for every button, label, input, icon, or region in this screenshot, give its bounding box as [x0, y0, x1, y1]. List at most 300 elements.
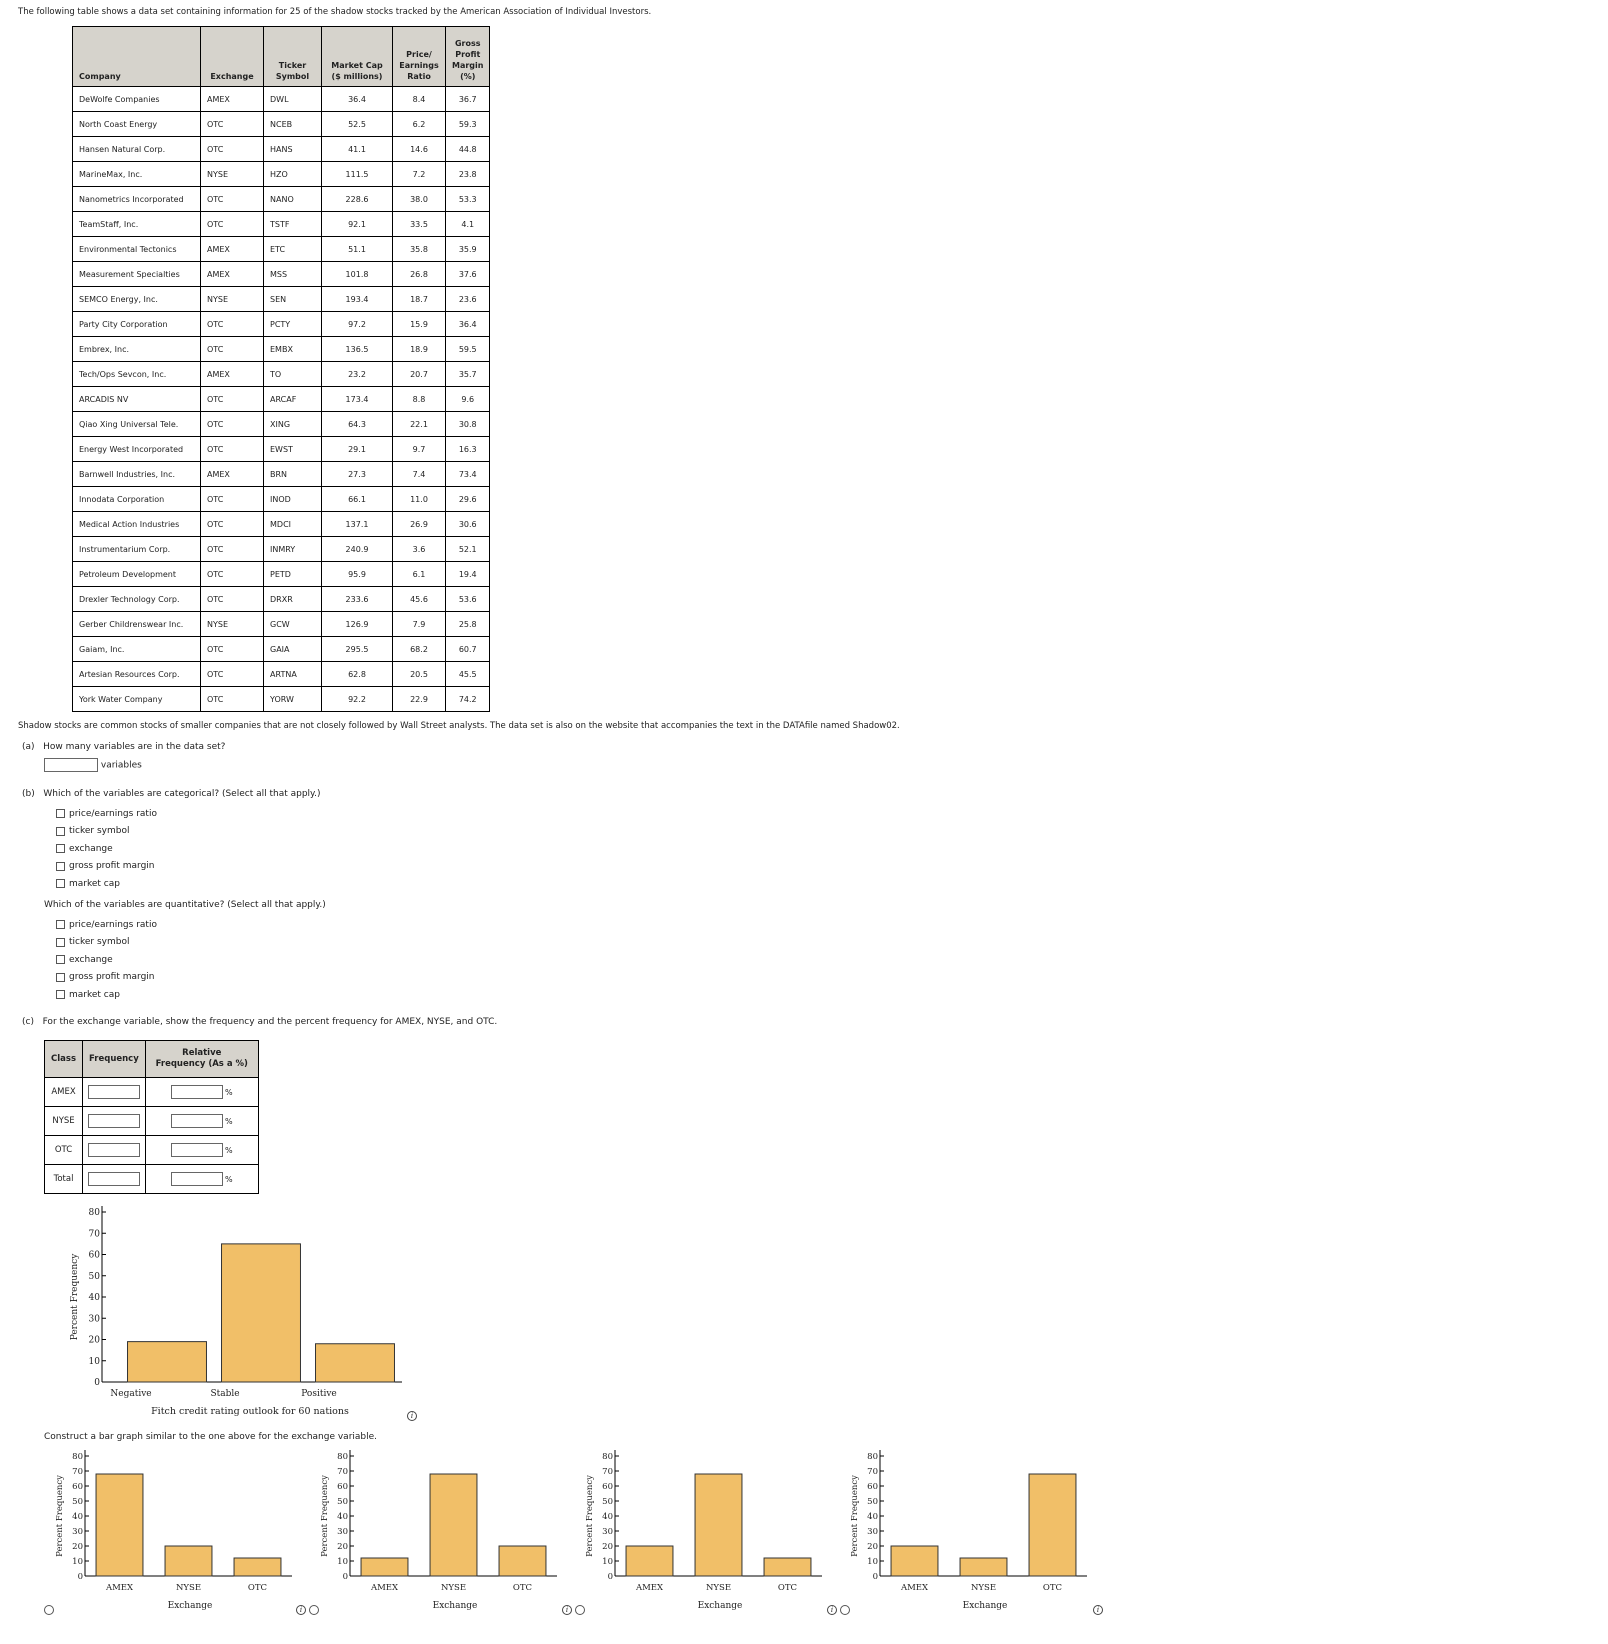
cell-company: DeWolfe Companies — [73, 87, 201, 112]
table-row — [73, 387, 490, 412]
table-row — [73, 162, 490, 187]
x-category-label: NYSE — [970, 1583, 997, 1593]
frequency-input[interactable] — [88, 1085, 140, 1099]
option-b-info-icon[interactable]: i — [562, 1605, 572, 1615]
cell-gpm: 35.7 — [446, 362, 490, 387]
y-tick-label: 60 — [602, 1481, 613, 1492]
bar — [626, 1546, 673, 1576]
x-axis-label: Fitch credit rating outlook for 60 nations — [151, 1406, 349, 1417]
table-row — [73, 637, 490, 662]
table-row — [73, 562, 490, 587]
cell-exchange: OTC — [201, 387, 264, 412]
class-label: Total — [45, 1165, 83, 1194]
cell-ticker: HANS — [264, 137, 322, 162]
y-tick-label: 10 — [867, 1556, 878, 1567]
table-row — [73, 137, 490, 162]
y-tick-label: 10 — [337, 1556, 348, 1567]
cell-company: York Water Company — [73, 687, 201, 712]
cell-gpm: 36.4 — [446, 312, 490, 337]
cell-gpm: 23.8 — [446, 162, 490, 187]
x-category-label: Negative — [110, 1389, 152, 1399]
checkbox-option[interactable] — [56, 840, 157, 858]
part-a-question: (a) How many variables are in the data set? — [22, 742, 226, 752]
checkbox-option[interactable] — [56, 986, 157, 1004]
cell-mcap: 126.9 — [322, 612, 393, 637]
x-category-label: AMEX — [900, 1583, 929, 1593]
cell-pe: 26.8 — [393, 262, 446, 287]
frequency-cell — [83, 1165, 146, 1194]
cell-exchange: OTC — [201, 637, 264, 662]
cell-gpm: 37.6 — [446, 262, 490, 287]
cell-mcap: 51.1 — [322, 237, 393, 262]
variables-count-input[interactable] — [44, 758, 98, 772]
relative-frequency-cell — [145, 1107, 258, 1136]
bar — [695, 1474, 742, 1576]
x-axis-label: Exchange — [962, 1601, 1008, 1611]
table-row — [73, 537, 490, 562]
cell-gpm: 59.5 — [446, 337, 490, 362]
frequency-input[interactable] — [88, 1172, 140, 1186]
cell-company: TeamStaff, Inc. — [73, 212, 201, 237]
x-category-label: NYSE — [705, 1583, 732, 1593]
y-tick-label: 30 — [602, 1526, 613, 1537]
cell-gpm: 9.6 — [446, 387, 490, 412]
table-row — [73, 237, 490, 262]
cell-ticker: EWST — [264, 437, 322, 462]
frequency-table — [44, 1040, 259, 1194]
y-axis-label: Percent Frequency — [850, 1475, 860, 1557]
bar — [128, 1342, 207, 1382]
cell-ticker: MDCI — [264, 512, 322, 537]
table-row — [73, 187, 490, 212]
y-tick-label: 50 — [867, 1496, 878, 1507]
y-axis-label: Percent Frequency — [585, 1475, 595, 1557]
cell-exchange: OTC — [201, 337, 264, 362]
cell-gpm: 74.2 — [446, 687, 490, 712]
cell-exchange: OTC — [201, 537, 264, 562]
cell-mcap: 240.9 — [322, 537, 393, 562]
checkbox-option[interactable] — [56, 805, 157, 823]
y-tick-label: 70 — [88, 1229, 100, 1240]
cell-company: Drexler Technology Corp. — [73, 587, 201, 612]
percent-sign: % — [224, 1145, 233, 1155]
table-row — [73, 487, 490, 512]
y-tick-label: 60 — [337, 1481, 348, 1492]
col-class: Class — [45, 1041, 83, 1078]
y-tick-label: 30 — [337, 1526, 348, 1537]
cell-pe: 7.9 — [393, 612, 446, 637]
y-axis-label: Percent Frequency — [70, 1253, 80, 1341]
x-category-label: Positive — [301, 1389, 337, 1399]
y-tick-label: 20 — [72, 1541, 83, 1552]
cell-gpm: 19.4 — [446, 562, 490, 587]
cell-mcap: 23.2 — [322, 362, 393, 387]
cell-ticker: XING — [264, 412, 322, 437]
table-row — [73, 462, 490, 487]
checkbox-option[interactable] — [56, 969, 157, 987]
y-axis-label: Percent Frequency — [320, 1475, 330, 1557]
x-category-label: OTC — [1042, 1583, 1063, 1593]
y-tick-label: 70 — [602, 1466, 613, 1477]
table-row — [73, 112, 490, 137]
bar — [222, 1244, 301, 1382]
cell-mcap: 29.1 — [322, 437, 393, 462]
cell-company: Hansen Natural Corp. — [73, 137, 201, 162]
cell-company: Energy West Incorporated — [73, 437, 201, 462]
cell-mcap: 111.5 — [322, 162, 393, 187]
x-category-label: OTC — [512, 1583, 533, 1593]
y-tick-label: 30 — [88, 1314, 100, 1325]
cell-exchange: OTC — [201, 662, 264, 687]
checkbox[interactable] — [56, 920, 65, 929]
cell-gpm: 30.6 — [446, 512, 490, 537]
table-row — [73, 87, 490, 112]
checkbox[interactable] — [56, 973, 65, 982]
option-c-info-icon[interactable]: i — [827, 1605, 837, 1615]
checkbox[interactable] — [56, 955, 65, 964]
frequency-cell — [83, 1078, 146, 1107]
class-label: NYSE — [45, 1107, 83, 1136]
relative-frequency-input[interactable] — [171, 1172, 223, 1186]
y-tick-label: 0 — [607, 1571, 613, 1582]
cell-mcap: 92.1 — [322, 212, 393, 237]
y-tick-label: 80 — [88, 1208, 100, 1219]
x-axis-label: Exchange — [697, 1601, 743, 1611]
y-tick-label: 10 — [88, 1356, 100, 1367]
relative-frequency-input[interactable] — [171, 1085, 223, 1099]
cell-company: MarineMax, Inc. — [73, 162, 201, 187]
cell-mcap: 101.8 — [322, 262, 393, 287]
cell-company: Gerber Childrenswear Inc. — [73, 612, 201, 637]
y-tick-label: 50 — [72, 1496, 83, 1507]
option-chart-c — [580, 1446, 835, 1621]
cell-company: Artesian Resources Corp. — [73, 662, 201, 687]
cell-exchange: OTC — [201, 587, 264, 612]
cell-exchange: OTC — [201, 487, 264, 512]
bar — [430, 1474, 477, 1576]
y-tick-label: 50 — [88, 1271, 100, 1282]
cell-gpm: 25.8 — [446, 612, 490, 637]
y-tick-label: 60 — [867, 1481, 878, 1492]
col-market-cap: Market Cap ($ millions) — [322, 27, 393, 87]
cell-ticker: ARCAF — [264, 387, 322, 412]
cell-pe: 14.6 — [393, 137, 446, 162]
part-a-answer — [44, 758, 142, 772]
cell-ticker: HZO — [264, 162, 322, 187]
x-category-label: AMEX — [635, 1583, 664, 1593]
cell-exchange: AMEX — [201, 237, 264, 262]
col-exchange: Exchange — [201, 27, 264, 87]
cell-company: Barnwell Industries, Inc. — [73, 462, 201, 487]
y-tick-label: 50 — [337, 1496, 348, 1507]
y-tick-label: 80 — [337, 1451, 348, 1462]
bar — [960, 1558, 1007, 1576]
reference-bar-chart — [60, 1196, 430, 1426]
cell-exchange: OTC — [201, 112, 264, 137]
checkbox-label: exchange — [69, 954, 113, 965]
cell-gpm: 4.1 — [446, 212, 490, 237]
y-tick-label: 40 — [867, 1511, 878, 1522]
bar — [96, 1474, 143, 1576]
cell-mcap: 295.5 — [322, 637, 393, 662]
y-tick-label: 10 — [72, 1556, 83, 1567]
col-pe-ratio: Price/ Earnings Ratio — [393, 27, 446, 87]
cell-gpm: 30.8 — [446, 412, 490, 437]
cell-gpm: 73.4 — [446, 462, 490, 487]
percent-sign: % — [224, 1174, 233, 1184]
option-d-radio[interactable] — [840, 1605, 850, 1615]
col-relative-frequency: Relative Frequency (As a %) — [145, 1041, 258, 1078]
cell-ticker: INOD — [264, 487, 322, 512]
cell-exchange: OTC — [201, 512, 264, 537]
cell-mcap: 228.6 — [322, 187, 393, 212]
checkbox-label: price/earnings ratio — [69, 808, 157, 819]
cell-ticker: MSS — [264, 262, 322, 287]
cell-mcap: 92.2 — [322, 687, 393, 712]
cell-exchange: OTC — [201, 412, 264, 437]
x-category-label: AMEX — [370, 1583, 399, 1593]
y-tick-label: 0 — [342, 1571, 348, 1582]
checkbox-label: ticker symbol — [69, 826, 130, 837]
x-category-label: NYSE — [175, 1583, 202, 1593]
part-b-quantitative-question: Which of the variables are quantitative? (Select all that apply.) — [44, 900, 326, 910]
cell-pe: 18.7 — [393, 287, 446, 312]
cell-company: Medical Action Industries — [73, 512, 201, 537]
cell-pe: 20.7 — [393, 362, 446, 387]
col-ticker: Ticker Symbol — [264, 27, 322, 87]
freq-row — [45, 1136, 259, 1165]
part-b-categorical-question: (b) Which of the variables are categorical? (Select all that apply.) — [22, 789, 321, 799]
categorical-options — [56, 805, 157, 893]
cell-exchange: AMEX — [201, 462, 264, 487]
checkbox-label: price/earnings ratio — [69, 919, 157, 930]
cell-exchange: OTC — [201, 187, 264, 212]
checkbox-label: market cap — [69, 878, 120, 889]
frequency-cell — [83, 1107, 146, 1136]
checkbox[interactable] — [56, 809, 65, 818]
checkbox-option[interactable] — [56, 875, 157, 893]
checkbox[interactable] — [56, 844, 65, 853]
relative-frequency-cell — [145, 1165, 258, 1194]
cell-mcap: 193.4 — [322, 287, 393, 312]
cell-pe: 6.1 — [393, 562, 446, 587]
y-tick-label: 40 — [602, 1511, 613, 1522]
quantitative-options — [56, 916, 157, 1004]
freq-row — [45, 1078, 259, 1107]
cell-pe: 26.9 — [393, 512, 446, 537]
table-row — [73, 412, 490, 437]
cell-gpm: 45.5 — [446, 662, 490, 687]
checkbox-option[interactable] — [56, 858, 157, 876]
cell-mcap: 36.4 — [322, 87, 393, 112]
table-row — [73, 212, 490, 237]
cell-ticker: TSTF — [264, 212, 322, 237]
cell-gpm: 52.1 — [446, 537, 490, 562]
cell-ticker: GAIA — [264, 637, 322, 662]
class-label: AMEX — [45, 1078, 83, 1107]
class-label: OTC — [45, 1136, 83, 1165]
cell-exchange: NYSE — [201, 287, 264, 312]
cell-gpm: 53.6 — [446, 587, 490, 612]
cell-company: Instrumentarium Corp. — [73, 537, 201, 562]
checkbox-option[interactable] — [56, 823, 157, 841]
cell-ticker: TO — [264, 362, 322, 387]
cell-exchange: OTC — [201, 437, 264, 462]
table-row — [73, 262, 490, 287]
x-category-label: OTC — [247, 1583, 268, 1593]
cell-exchange: OTC — [201, 687, 264, 712]
cell-mcap: 136.5 — [322, 337, 393, 362]
cell-pe: 8.8 — [393, 387, 446, 412]
bar — [165, 1546, 212, 1576]
cell-ticker: DWL — [264, 87, 322, 112]
cell-gpm: 29.6 — [446, 487, 490, 512]
bar — [361, 1558, 408, 1576]
freq-row — [45, 1107, 259, 1136]
checkbox[interactable] — [56, 990, 65, 999]
cell-pe: 45.6 — [393, 587, 446, 612]
y-tick-label: 70 — [867, 1466, 878, 1477]
freq-row — [45, 1165, 259, 1194]
cell-pe: 33.5 — [393, 212, 446, 237]
y-tick-label: 10 — [602, 1556, 613, 1567]
cell-ticker: PETD — [264, 562, 322, 587]
checkbox-label: gross profit margin — [69, 861, 155, 872]
cell-exchange: OTC — [201, 312, 264, 337]
cell-mcap: 52.5 — [322, 112, 393, 137]
cell-ticker: BRN — [264, 462, 322, 487]
bar — [234, 1558, 281, 1576]
y-tick-label: 70 — [337, 1466, 348, 1477]
option-c-radio[interactable] — [575, 1605, 585, 1615]
table-row — [73, 287, 490, 312]
checkbox-option[interactable] — [56, 916, 157, 934]
cell-pe: 18.9 — [393, 337, 446, 362]
cell-mcap: 66.1 — [322, 487, 393, 512]
checkbox-label: market cap — [69, 989, 120, 1000]
option-chart-a — [50, 1446, 305, 1621]
bar — [499, 1546, 546, 1576]
y-tick-label: 0 — [94, 1378, 100, 1389]
cell-gpm: 60.7 — [446, 637, 490, 662]
checkbox[interactable] — [56, 862, 65, 871]
option-chart-b — [315, 1446, 570, 1621]
cell-pe: 9.7 — [393, 437, 446, 462]
option-a-radio[interactable] — [44, 1605, 54, 1615]
y-tick-label: 80 — [602, 1451, 613, 1462]
variables-suffix: variables — [100, 760, 142, 771]
y-tick-label: 60 — [88, 1250, 100, 1261]
y-tick-label: 40 — [88, 1293, 100, 1304]
cell-company: Nanometrics Incorporated — [73, 187, 201, 212]
cell-pe: 22.1 — [393, 412, 446, 437]
cell-mcap: 27.3 — [322, 462, 393, 487]
frequency-input[interactable] — [88, 1114, 140, 1128]
cell-pe: 8.4 — [393, 87, 446, 112]
info-icon[interactable]: i — [407, 1411, 417, 1421]
checkbox[interactable] — [56, 827, 65, 836]
cell-pe: 6.2 — [393, 112, 446, 137]
option-a-info-icon[interactable]: i — [296, 1605, 306, 1615]
table-row — [73, 362, 490, 387]
y-tick-label: 40 — [337, 1511, 348, 1522]
option-d-info-icon[interactable]: i — [1093, 1605, 1103, 1615]
cell-gpm: 23.6 — [446, 287, 490, 312]
cell-company: Tech/Ops Sevcon, Inc. — [73, 362, 201, 387]
frequency-cell — [83, 1136, 146, 1165]
cell-pe: 35.8 — [393, 237, 446, 262]
cell-ticker: YORW — [264, 687, 322, 712]
y-tick-label: 20 — [602, 1541, 613, 1552]
cell-ticker: INMRY — [264, 537, 322, 562]
cell-mcap: 64.3 — [322, 412, 393, 437]
cell-pe: 15.9 — [393, 312, 446, 337]
table-row — [73, 687, 490, 712]
relative-frequency-input[interactable] — [171, 1114, 223, 1128]
cell-ticker: DRXR — [264, 587, 322, 612]
y-tick-label: 50 — [602, 1496, 613, 1507]
cell-exchange: AMEX — [201, 262, 264, 287]
checkbox-label: gross profit margin — [69, 972, 155, 983]
x-axis-label: Exchange — [432, 1601, 478, 1611]
y-tick-label: 60 — [72, 1481, 83, 1492]
checkbox[interactable] — [56, 938, 65, 947]
cell-exchange: NYSE — [201, 612, 264, 637]
x-category-label: OTC — [777, 1583, 798, 1593]
cell-pe: 7.4 — [393, 462, 446, 487]
frequency-input[interactable] — [88, 1143, 140, 1157]
cell-company: Environmental Tectonics — [73, 237, 201, 262]
cell-company: North Coast Energy — [73, 112, 201, 137]
y-tick-label: 70 — [72, 1466, 83, 1477]
x-category-label: Stable — [210, 1389, 240, 1399]
cell-company: SEMCO Energy, Inc. — [73, 287, 201, 312]
y-tick-label: 20 — [337, 1541, 348, 1552]
y-tick-label: 30 — [867, 1526, 878, 1537]
cell-pe: 7.2 — [393, 162, 446, 187]
relative-frequency-input[interactable] — [171, 1143, 223, 1157]
cell-ticker: EMBX — [264, 337, 322, 362]
percent-sign: % — [224, 1087, 233, 1097]
y-axis-label: Percent Frequency — [55, 1475, 65, 1557]
cell-gpm: 16.3 — [446, 437, 490, 462]
checkbox-option[interactable] — [56, 951, 157, 969]
y-tick-label: 0 — [77, 1571, 83, 1582]
cell-mcap: 97.2 — [322, 312, 393, 337]
percent-sign: % — [224, 1116, 233, 1126]
cell-pe: 38.0 — [393, 187, 446, 212]
cell-ticker: ETC — [264, 237, 322, 262]
checkbox[interactable] — [56, 879, 65, 888]
x-axis-label: Exchange — [167, 1601, 213, 1611]
option-b-radio[interactable] — [309, 1605, 319, 1615]
checkbox-label: ticker symbol — [69, 937, 130, 948]
cell-gpm: 35.9 — [446, 237, 490, 262]
cell-mcap: 41.1 — [322, 137, 393, 162]
cell-exchange: AMEX — [201, 362, 264, 387]
col-gross-profit-margin: Gross Profit Margin (%) — [446, 27, 490, 87]
cell-ticker: NCEB — [264, 112, 322, 137]
cell-pe: 3.6 — [393, 537, 446, 562]
cell-ticker: SEN — [264, 287, 322, 312]
y-tick-label: 20 — [867, 1541, 878, 1552]
cell-mcap: 233.6 — [322, 587, 393, 612]
checkbox-option[interactable] — [56, 934, 157, 952]
col-company: Company — [73, 27, 201, 87]
option-chart-d — [845, 1446, 1100, 1621]
y-tick-label: 40 — [72, 1511, 83, 1522]
cell-company: Gaiam, Inc. — [73, 637, 201, 662]
